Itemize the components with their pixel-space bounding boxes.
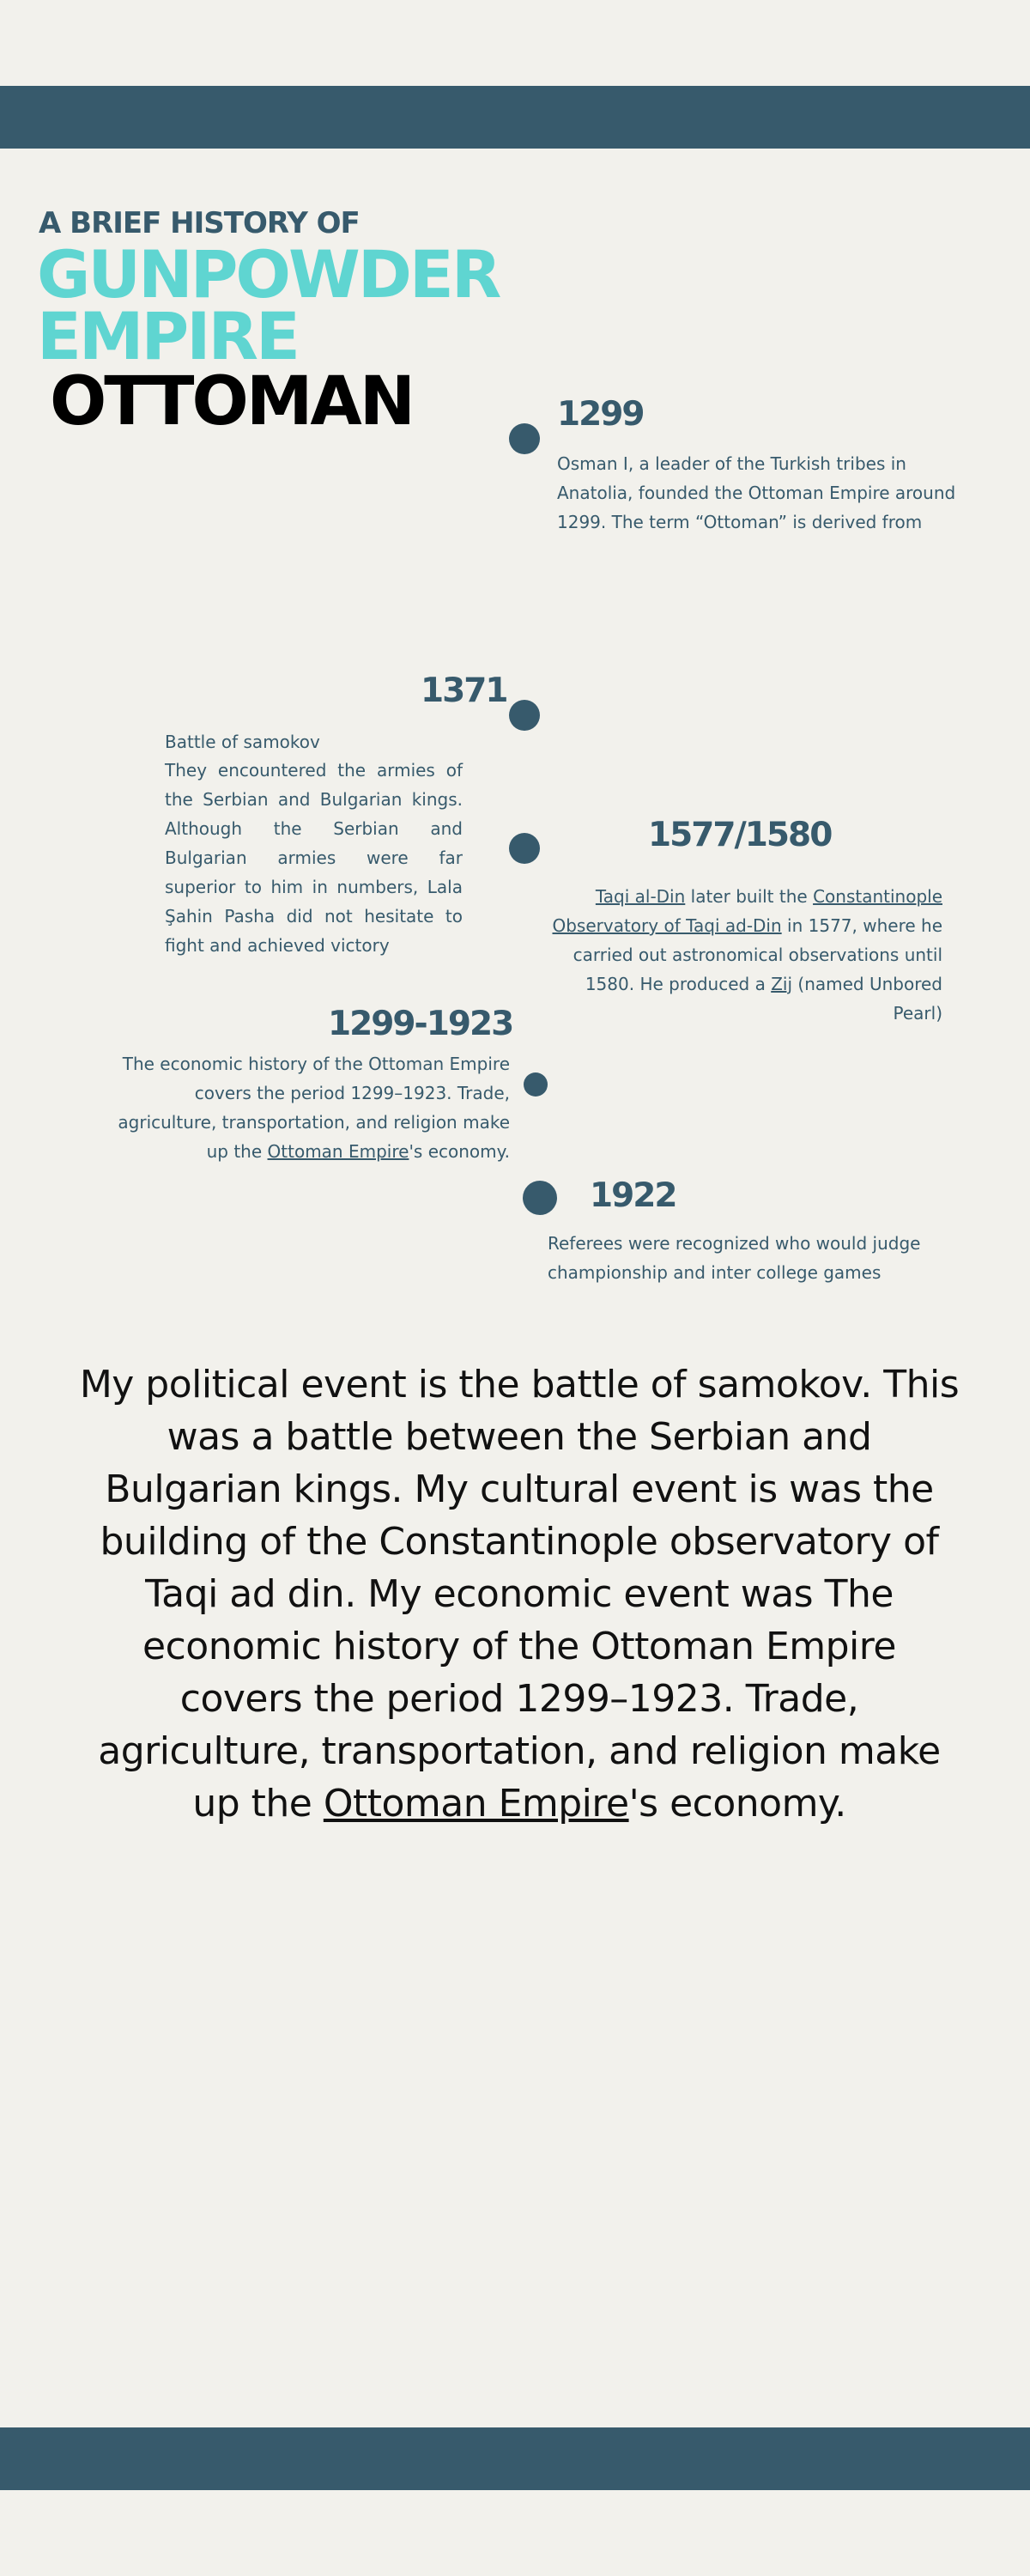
event-text-1299-1923-part1: The economic history of the Ottoman Empire covers the period 1299–1923. Trade, agriculture, transportation, and religion make up the	[118, 1054, 510, 1162]
event-year-1299: 1299	[557, 395, 644, 434]
event-year-1371: 1371	[421, 671, 507, 710]
title-line-2: EMPIRE	[37, 298, 298, 374]
top-banner	[0, 86, 1030, 149]
event-text-1299: Osman I, a leader of the Turkish tribes in Anatolia, founded the Ottoman Empire around 1299. The term “Ottoman” is derived from	[557, 453, 956, 532]
summary-paragraph	[77, 1358, 961, 1830]
title-ottoman: OTTOMAN	[50, 363, 414, 440]
link-constantinople-observatory[interactable]: Constantinople Observatory of Taqi ad-Din	[552, 886, 942, 936]
event-text-1577-part3: (named Unbored Pearl)	[792, 974, 942, 1024]
title-line-1: GUNPOWDER	[37, 236, 500, 313]
event-text-1299-1923-part2: 's economy.	[409, 1141, 510, 1162]
bottom-banner	[0, 2427, 1030, 2490]
page-title	[37, 236, 500, 374]
event-text-1299-1923	[96, 1049, 510, 1166]
event-text-1577-part1: later built the	[685, 886, 814, 907]
event-text-1922: Referees were recognized who would judge championship and inter college games	[548, 1233, 921, 1283]
timeline-dot-1299-1923	[524, 1072, 548, 1097]
event-text-1577	[549, 882, 942, 1028]
summary-text-part2: 's economy.	[628, 1782, 846, 1826]
timeline-dot-1371	[509, 700, 540, 731]
timeline-dot-1577	[509, 833, 540, 864]
event-title-1371: Battle of samokov	[165, 732, 320, 752]
link-ottoman-empire[interactable]: Ottoman Empire	[267, 1141, 409, 1162]
event-year-1577: 1577/1580	[648, 816, 832, 854]
event-text-1371: They encountered the armies of the Serbian and Bulgarian kings. Although the Serbian and Bulgarian armies were far superior to him in numbers, Lala Şahin Pasha did not hesitate to fight and achieved victory	[165, 760, 463, 956]
event-year-1299-1923: 1299-1923	[328, 1005, 513, 1043]
link-taqi-al-din[interactable]: Taqi al-Din	[595, 886, 686, 907]
event-year-1922: 1922	[590, 1176, 676, 1215]
summary-link-ottoman-empire[interactable]: Ottoman Empire	[323, 1782, 629, 1826]
page-subtitle: A BRIEF HISTORY OF	[39, 206, 360, 240]
link-zij[interactable]: Zij	[771, 974, 793, 994]
event-text-1577-part2: in 1577, where he carried out astronomical observations until 1580. He produced a	[573, 915, 942, 994]
summary-text-part1: My political event is the battle of samokov. This was a battle between the Serbian and Bulgarian kings. My cultural event is was the building of the Constantinople observatory of Taqi ad din. My economic event was The economic history of the Ottoman Empire covers the period 1299–1923. Trade, agriculture, transportation, and religion make up the	[79, 1363, 960, 1826]
timeline-dot-1922	[523, 1181, 557, 1215]
timeline-dot-1299	[509, 423, 540, 454]
